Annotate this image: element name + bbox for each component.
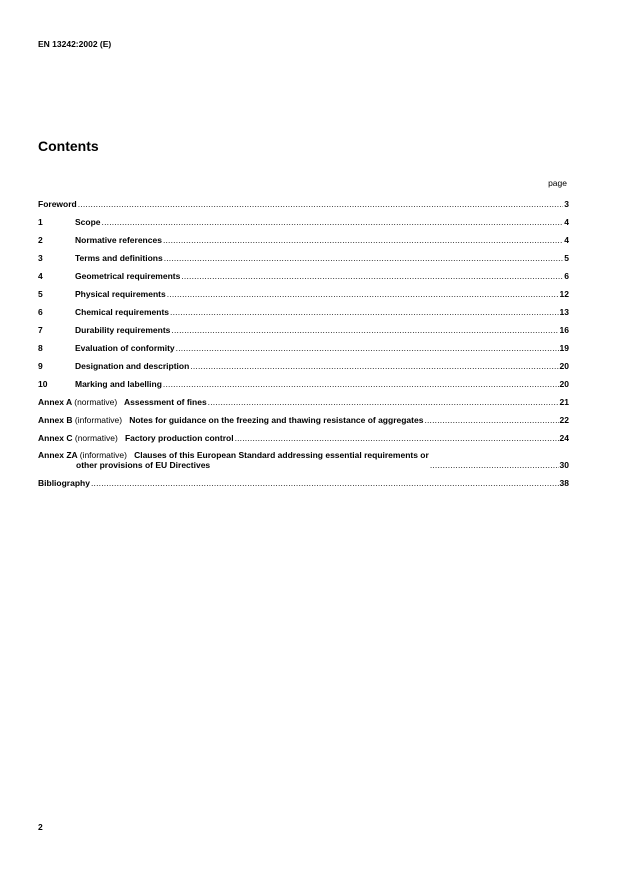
toc-entry-9[interactable] (38, 353, 569, 371)
toc-entry-page: 30 (559, 460, 569, 470)
toc-entry-5[interactable] (38, 281, 569, 299)
toc-entry-title: Chemical requirements (75, 307, 170, 317)
toc-entry-3[interactable] (38, 245, 569, 263)
toc-entry-number: 2 (38, 235, 43, 245)
dot-leader (167, 289, 559, 299)
dot-leader (164, 253, 564, 263)
toc-entry-7[interactable] (38, 317, 569, 335)
page-number: 2 (38, 822, 43, 832)
toc-entry-title: Terms and definitions (75, 253, 163, 263)
toc-annex-heading (38, 397, 207, 407)
annex-title: Notes for guidance on the freezing and thawing resistance of aggregates (129, 415, 424, 425)
toc-entry-number: 7 (38, 325, 43, 335)
toc-annex-c[interactable] (38, 425, 569, 443)
toc-entry-title: Scope (75, 217, 101, 227)
toc-entry-page: 38 (559, 478, 569, 488)
toc-entry-1[interactable] (38, 209, 569, 227)
annex-label: Annex C (38, 433, 73, 443)
toc-entry-page: 16 (559, 325, 569, 335)
annex-label: Annex ZA (38, 450, 78, 460)
toc-entry-foreword[interactable] (38, 191, 569, 209)
toc-annex-heading (38, 450, 429, 470)
toc-entry-page: 19 (559, 343, 569, 353)
toc-entry-number: 5 (38, 289, 43, 299)
dot-leader (430, 460, 559, 470)
annex-kind: (informative) (74, 415, 123, 425)
toc-entry-title: Physical requirements (75, 289, 166, 299)
toc-entry-number: 9 (38, 361, 43, 371)
dot-leader (235, 433, 559, 443)
table-of-contents (38, 191, 569, 488)
toc-annex-a[interactable] (38, 389, 569, 407)
toc-entry-6[interactable] (38, 299, 569, 317)
toc-entry-page: 5 (564, 253, 569, 263)
toc-entry-page: 4 (564, 217, 569, 227)
annex-title: Assessment of fines (124, 397, 207, 407)
toc-entry-2[interactable] (38, 227, 569, 245)
dot-leader (91, 478, 559, 488)
toc-entry-page: 13 (559, 307, 569, 317)
annex-kind: (normative) (74, 433, 118, 443)
dot-leader (181, 271, 563, 281)
toc-entry-number: 6 (38, 307, 43, 317)
toc-entry-title: Normative references (75, 235, 162, 245)
toc-entry-number: 4 (38, 271, 43, 281)
dot-leader (163, 235, 563, 245)
toc-entry-page: 3 (564, 199, 569, 209)
dot-leader (170, 307, 559, 317)
toc-entry-page: 20 (559, 361, 569, 371)
dot-leader (163, 379, 559, 389)
toc-entry-10[interactable] (38, 371, 569, 389)
toc-entry-number: 3 (38, 253, 43, 263)
toc-entry-title: Durability requirements (75, 325, 171, 335)
toc-entry-page: 6 (564, 271, 569, 281)
annex-label: Annex B (38, 415, 73, 425)
toc-entry-title: Foreword (38, 199, 77, 209)
toc-annex-heading (38, 433, 234, 443)
toc-entry-number: 10 (38, 379, 48, 389)
dot-leader (424, 415, 558, 425)
toc-entry-page: 24 (559, 433, 569, 443)
dot-leader (190, 361, 558, 371)
toc-entry-page: 12 (559, 289, 569, 299)
toc-entry-page: 20 (559, 379, 569, 389)
toc-annex-heading (38, 415, 423, 425)
annex-title: Factory production control (124, 433, 234, 443)
annex-kind: (normative) (74, 397, 118, 407)
annex-title-line2: other provisions of EU Directives (76, 460, 211, 470)
dot-leader (208, 397, 559, 407)
page-column-label: page (548, 178, 567, 188)
toc-entry-title: Bibliography (38, 478, 90, 488)
annex-kind: (informative) (79, 450, 127, 460)
annex-title: Clauses of this European Standard addressing essential requirements or (134, 450, 429, 460)
toc-entry-4[interactable] (38, 263, 569, 281)
toc-entry-number: 1 (38, 217, 43, 227)
page-title: Contents (38, 138, 99, 154)
toc-entry-8[interactable] (38, 335, 569, 353)
document-id: EN 13242:2002 (E) (38, 39, 112, 49)
dot-leader (78, 199, 564, 209)
toc-entry-bibliography[interactable] (38, 470, 569, 488)
toc-entry-page: 4 (564, 235, 569, 245)
dot-leader (171, 325, 558, 335)
toc-entry-title: Designation and description (75, 361, 190, 371)
toc-entry-page: 22 (559, 415, 569, 425)
toc-annex-b[interactable] (38, 407, 569, 425)
toc-entry-page: 21 (559, 397, 569, 407)
toc-annex-za[interactable] (38, 443, 569, 470)
toc-entry-title: Geometrical requirements (75, 271, 181, 281)
annex-label: Annex A (38, 397, 72, 407)
toc-entry-title: Marking and labelling (75, 379, 162, 389)
dot-leader (102, 217, 564, 227)
dot-leader (176, 343, 559, 353)
toc-entry-number: 8 (38, 343, 43, 353)
toc-entry-title: Evaluation of conformity (75, 343, 175, 353)
